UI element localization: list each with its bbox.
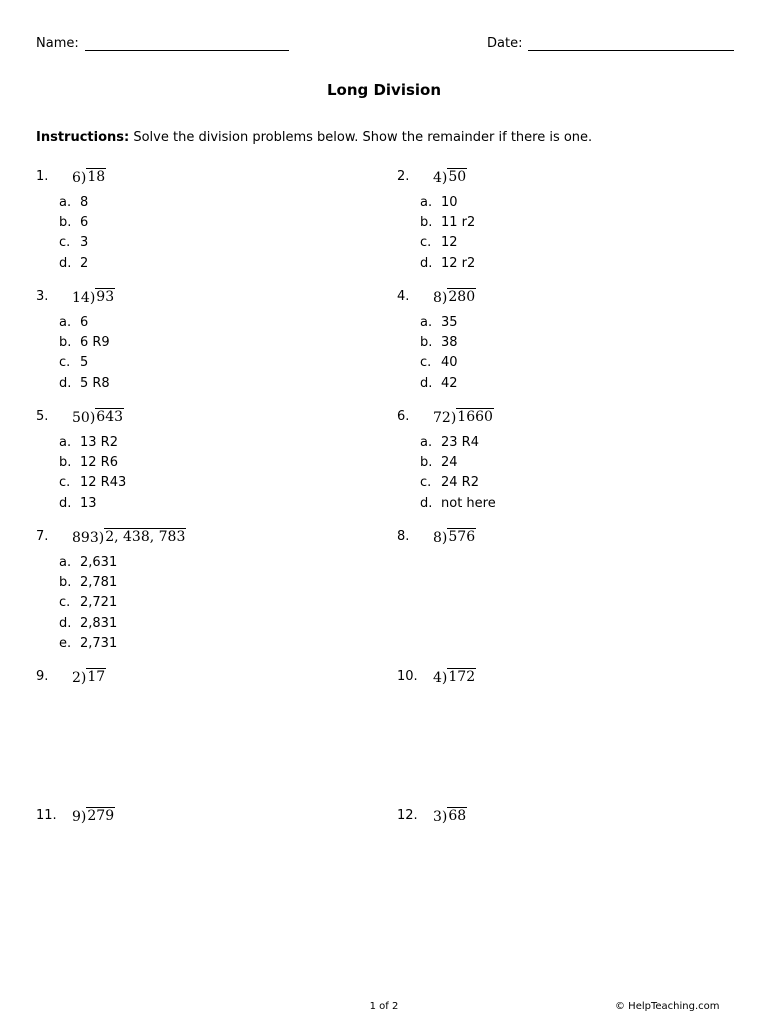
name-field[interactable] [36, 36, 289, 51]
choice-b[interactable]: b. 6 R9 [59, 335, 110, 351]
problem-number: 2. [397, 169, 410, 184]
dividend: 576 [448, 529, 476, 545]
choice-b[interactable]: b. 12 R6 [59, 455, 118, 471]
problem-number: 9. [36, 669, 49, 684]
divisor: 8 [433, 290, 442, 306]
problem-12 [397, 808, 717, 832]
problem-number: 4. [397, 289, 410, 304]
division-expression: 8 ) 576 [433, 529, 476, 546]
choice-d[interactable]: d. 2 [59, 255, 89, 271]
divisor: 8 [433, 530, 442, 546]
division-expression: 8 ) 280 [433, 289, 476, 306]
choice-d[interactable]: d. not here [420, 495, 496, 511]
choice-list [397, 193, 717, 274]
dividend: 172 [448, 669, 476, 685]
problem-6 [397, 409, 717, 514]
copyright-notice: © HelpTeaching.com [615, 1001, 720, 1012]
divisor: 4 [433, 170, 442, 186]
problem-number: 5. [36, 409, 49, 424]
dividend: 1660 [457, 409, 493, 425]
choice-a[interactable]: a. 8 [59, 195, 89, 210]
name-blank-line[interactable] [85, 36, 289, 51]
divisor: 6 [72, 170, 81, 186]
date-field[interactable] [487, 36, 734, 51]
problem-2 [397, 169, 717, 274]
choice-a[interactable]: a. 23 R4 [420, 435, 479, 450]
choice-d[interactable]: d. 12 r2 [420, 255, 476, 271]
choice-d[interactable]: d. 42 [420, 375, 458, 391]
problem-number: 10. [397, 669, 418, 684]
problem-number: 1. [36, 169, 49, 184]
choice-a[interactable]: a. 10 [420, 195, 458, 210]
division-expression: 893 ) 2, 438, 783 [72, 529, 186, 546]
problem-number: 8. [397, 529, 410, 544]
choice-e[interactable]: e. 2,731 [59, 635, 118, 651]
dividend: 17 [87, 669, 106, 685]
dividend: 643 [96, 409, 124, 425]
division-expression: 50 ) 643 [72, 409, 124, 426]
divisor: 9 [72, 809, 81, 825]
choice-a[interactable]: a. 35 [420, 315, 458, 330]
divisor: 72 [433, 410, 451, 426]
problem-number: 7. [36, 529, 49, 544]
divisor: 3 [433, 809, 442, 825]
divisor: 4 [433, 670, 442, 686]
division-expression: 14 ) 93 [72, 289, 115, 306]
dividend: 18 [87, 169, 106, 185]
problem-number: 11. [36, 808, 57, 823]
problem-8 [397, 529, 717, 553]
problem-7 [36, 529, 356, 654]
choice-c[interactable]: c. 5 [59, 355, 89, 371]
problem-5 [36, 409, 356, 514]
date-blank-line[interactable] [528, 36, 734, 51]
choice-list [36, 433, 356, 514]
problem-3 [36, 289, 356, 394]
division-expression: 4 ) 50 [433, 169, 467, 186]
choice-d[interactable]: d. 13 [59, 495, 97, 511]
choice-c[interactable]: c. 24 R2 [420, 475, 479, 491]
dividend: 68 [448, 808, 467, 824]
choice-c[interactable]: c. 3 [59, 235, 89, 251]
problem-11 [36, 808, 356, 832]
divisor: 893 [72, 530, 99, 546]
dividend: 2, 438, 783 [105, 529, 186, 545]
problem-number: 12. [397, 808, 418, 823]
choice-list [36, 193, 356, 274]
choice-a[interactable]: a. 6 [59, 315, 89, 330]
choice-b[interactable]: b. 24 [420, 455, 458, 471]
problem-9 [36, 669, 356, 693]
name-label: Name: [36, 36, 79, 51]
instructions-label: Instructions: [36, 130, 130, 145]
choice-c[interactable]: c. 40 [420, 355, 458, 371]
divisor: 50 [72, 410, 90, 426]
division-expression: 9 ) 279 [72, 808, 115, 825]
instructions [36, 130, 592, 145]
choice-a[interactable]: a. 13 R2 [59, 435, 118, 450]
division-expression: 4 ) 172 [433, 669, 476, 686]
choice-a[interactable]: a. 2,631 [59, 555, 118, 570]
problem-number: 6. [397, 409, 410, 424]
choice-c[interactable]: c. 12 R43 [59, 475, 127, 491]
date-label: Date: [487, 36, 523, 51]
problem-1 [36, 169, 356, 274]
choice-c[interactable]: c. 2,721 [59, 595, 118, 611]
page-number: 1 of 2 [369, 1001, 399, 1012]
choice-d[interactable]: d. 5 R8 [59, 375, 110, 391]
instructions-text: Solve the division problems below. Show the remainder if there is one. [129, 130, 593, 145]
dividend: 280 [448, 289, 476, 305]
choice-list [397, 313, 717, 394]
choice-d[interactable]: d. 2,831 [59, 615, 118, 631]
choice-list [36, 553, 356, 654]
division-expression: 6 ) 18 [72, 169, 106, 186]
choice-c[interactable]: c. 12 [420, 235, 458, 251]
dividend: 93 [96, 289, 115, 305]
division-expression: 72 ) 1660 [433, 409, 493, 426]
choice-b[interactable]: b. 11 r2 [420, 215, 476, 231]
choice-b[interactable]: b. 38 [420, 335, 458, 351]
problem-10 [397, 669, 717, 693]
divisor: 2 [72, 670, 81, 686]
division-expression: 3 ) 68 [433, 808, 467, 825]
choice-list [36, 313, 356, 394]
problem-number: 3. [36, 289, 49, 304]
dividend: 50 [448, 169, 467, 185]
problem-4 [397, 289, 717, 394]
choice-b[interactable]: b. 6 [59, 215, 89, 231]
choice-b[interactable]: b. 2,781 [59, 575, 118, 591]
page-title: Long Division [326, 81, 442, 99]
division-expression: 2 ) 17 [72, 669, 106, 686]
choice-list [397, 433, 717, 514]
dividend: 279 [87, 808, 115, 824]
divisor: 14 [72, 290, 90, 306]
